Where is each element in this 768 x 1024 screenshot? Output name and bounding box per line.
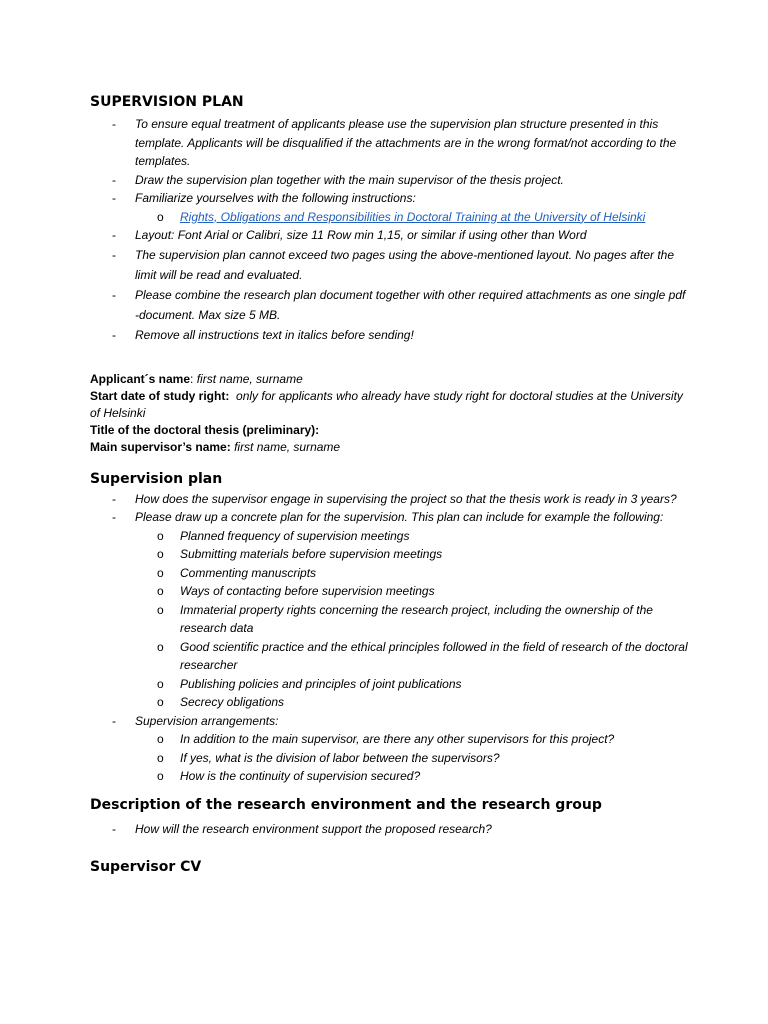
list-item: o In addition to the main supervisor, are there any other supervisors for this project?: [157, 732, 615, 746]
list-item: o Publishing policies and principles of joint publications: [157, 676, 462, 691]
list-item: o Submitting materials before supervision meetings: [157, 547, 443, 561]
instructions-list: [90, 115, 690, 345]
list-item: - Please combine the research plan document together with other required attachments as one single pdf -document. Max size 5 MB.: [112, 287, 686, 322]
list-item: - Remove all instructions text in italics before sending!: [112, 327, 414, 342]
main-supervisor-field: Main supervisor’s name: first name, surname: [90, 439, 341, 454]
page-title: SUPERVISION PLAN: [90, 94, 244, 110]
rights-obligations-link[interactable]: Rights, Obligations and Responsibilities in Doctoral Training at the University of Helsinki: [180, 209, 646, 224]
thesis-title-field: Title of the doctoral thesis (preliminary):: [90, 422, 320, 437]
list-item: - How will the research environment support the proposed research?: [112, 821, 492, 836]
list-item: - Layout: Font Arial or Calibri, size 11 Row min 1,15, or similar if using other than Word: [112, 228, 587, 242]
supervisor-cv-section: [90, 858, 690, 876]
section-heading: Supervisor CV: [90, 859, 202, 875]
list-item: o Secrecy obligations: [157, 695, 285, 709]
list-item: o How is the continuity of supervision secured?: [157, 769, 421, 783]
document-page: [90, 93, 690, 878]
applicant-fields: [90, 371, 690, 456]
list-item: - How does the supervisor engage in supervising the project so that the thesis work is ready in 3 years?: [112, 491, 677, 506]
list-item: o Rights, Obligations and Responsibilities in Doctoral Training at the University of Helsinki: [157, 209, 646, 224]
list-item: - The supervision plan cannot exceed two pages using the above-mentioned layout. No pages after the limit will be read and evaluated.: [112, 247, 675, 282]
list-item: - To ensure equal treatment of applicants please use the supervision plan structure presented in this template. Applicants will be disqualified if the attachments are in the wrong format/not according to the templates.: [112, 117, 677, 168]
start-date-field: Start date of study right: only for applicants who already have study right for doctoral studies at the University of Helsinki: [90, 388, 683, 420]
list-item: - Supervision arrangements: o In addition to the main supervisor, are there any other supervisors for this project? o If yes, what is the division of labor between the supervisors? o How is the continuity of supervision secured?: [90, 712, 690, 786]
list-item: o Good scientific practice and the ethical principles followed in the field of research of the doctoral researcher: [157, 639, 688, 672]
list-item: o Planned frequency of supervision meetings: [157, 528, 410, 543]
list-item: o Immaterial property rights concerning the research project, including the ownership of the research data: [157, 602, 653, 635]
section-heading: Description of the research environment and the research group: [90, 796, 602, 813]
list-item: o Commenting manuscripts: [157, 565, 317, 580]
list-item: o If yes, what is the division of labor between the supervisors?: [157, 750, 500, 765]
list-item: - Familiarize yourselves with the following instructions: o Rights, Obligations and Responsibilities in Doctoral Training at the University of Helsinki: [90, 189, 690, 226]
research-environment-section: [90, 796, 690, 839]
list-item: - Draw the supervision plan together with the main supervisor of the thesis project.: [112, 172, 564, 187]
list-item: - Please draw up a concrete plan for the supervision. This plan can include for example the following: o Planned frequency of supervision meetings o Submitting materials before supervision meetings o Commenting manuscripts o Ways of contacting before supervision meetings o Immaterial property rights concerning the research project, including the ownership of the research data o Good scientific practice and the ethical principles followed in the field of research of the doctoral researcher o Publishing policies and principles of joint publications o Secrecy obligations: [90, 508, 690, 712]
section-heading: Supervision plan: [90, 470, 223, 487]
list-item: o Ways of contacting before supervision meetings: [157, 584, 435, 598]
supervision-plan-section: [90, 470, 690, 786]
applicant-name-field: Applicant´s name: first name, surname: [90, 371, 303, 386]
